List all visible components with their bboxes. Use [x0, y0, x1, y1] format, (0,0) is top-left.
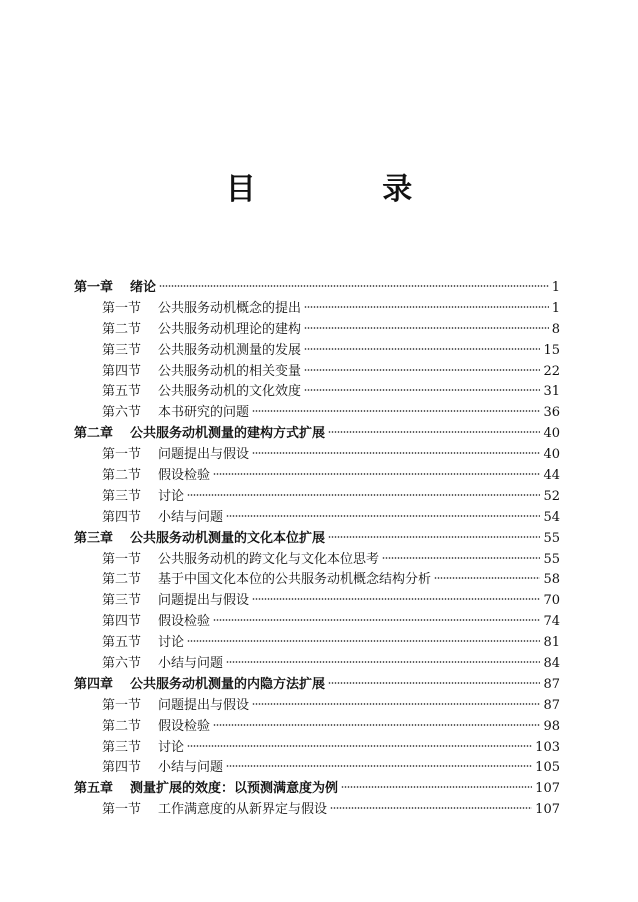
toc-section-row[interactable] [74, 738, 560, 759]
toc-entry-title: 公共服务动机测量的发展 [158, 342, 302, 358]
toc-entry-title: 基于中国文化本位的公共服务动机概念结构分析 [158, 572, 432, 588]
toc-entry-title: 小结与问题 [158, 760, 224, 776]
toc-section-row[interactable] [74, 299, 560, 320]
toc-page-number: 87 [543, 676, 560, 692]
toc-entry-label: 第一节 [102, 802, 142, 818]
toc-page-number: 84 [543, 656, 560, 672]
toc-entry-title: 公共服务动机概念的提出 [158, 300, 302, 316]
toc-entry-label: 第五节 [102, 635, 142, 651]
toc-entry-label: 第五章 [74, 781, 114, 797]
toc-chapter-row[interactable] [74, 779, 560, 800]
toc-page-number: 107 [535, 802, 560, 818]
toc-entry-title: 小结与问题 [158, 509, 224, 525]
toc-entry-label: 第四节 [102, 509, 142, 525]
toc-entry-title: 公共服务动机的跨文化与文化本位思考 [158, 551, 380, 567]
toc-entry-label: 第三节 [102, 342, 142, 358]
toc-entry-title: 公共服务动机测量的建构方式扩展 [130, 426, 326, 442]
toc-page-number: 8 [551, 321, 560, 337]
toc-entry-label: 第一节 [102, 447, 142, 463]
toc-entry-label: 第五节 [102, 384, 142, 400]
toc-section-row[interactable] [74, 717, 560, 738]
toc-page-number: 52 [543, 488, 560, 504]
dot-leader [328, 681, 540, 685]
toc-entry-label: 第一节 [102, 300, 142, 316]
toc-section-row[interactable] [74, 633, 560, 654]
toc-page-number: 55 [543, 530, 560, 546]
toc-page-number: 74 [543, 614, 560, 630]
toc-entry-title: 测量扩展的效度：以预测满意度为例 [130, 781, 339, 797]
toc-page-number: 58 [543, 572, 560, 588]
dot-leader [304, 347, 540, 351]
toc-section-row[interactable] [74, 508, 560, 529]
toc-section-row[interactable] [74, 403, 560, 424]
dot-leader [226, 764, 532, 768]
dot-leader [382, 556, 540, 560]
toc-page-number: 44 [543, 468, 560, 484]
toc-entry-label: 第三节 [102, 739, 142, 755]
toc-section-row[interactable] [74, 654, 560, 675]
toc-entry-title: 公共服务动机的文化效度 [158, 384, 302, 400]
toc-section-row[interactable] [74, 320, 560, 341]
toc-page-number: 103 [535, 739, 560, 755]
dot-leader [252, 597, 540, 601]
toc-page-number: 98 [543, 718, 560, 734]
toc-entry-title: 讨论 [158, 488, 185, 504]
toc-entry-label: 第二节 [102, 468, 142, 484]
toc-entry-label: 第三节 [102, 593, 142, 609]
toc-entry-label: 第四节 [102, 614, 142, 630]
toc-section-row[interactable] [74, 445, 560, 466]
dot-leader [304, 368, 540, 372]
table-of-contents [74, 278, 560, 821]
toc-page-number: 40 [543, 426, 560, 442]
toc-entry-title: 问题提出与假设 [158, 447, 250, 463]
toc-entry-title: 问题提出与假设 [158, 697, 250, 713]
dot-leader [330, 806, 532, 810]
dot-leader [159, 284, 549, 288]
dot-leader [187, 493, 540, 497]
toc-page-number: 107 [535, 781, 560, 797]
toc-entry-label: 第四章 [74, 676, 114, 692]
toc-entry-label: 第二节 [102, 718, 142, 734]
toc-page-number: 31 [543, 384, 560, 400]
toc-section-row[interactable] [74, 487, 560, 508]
dot-leader [252, 702, 540, 706]
toc-chapter-row[interactable] [74, 529, 560, 550]
dot-leader [226, 514, 540, 518]
toc-section-row[interactable] [74, 362, 560, 383]
toc-entry-label: 第四节 [102, 363, 142, 379]
toc-section-row[interactable] [74, 591, 560, 612]
toc-entry-title: 问题提出与假设 [158, 593, 250, 609]
dot-leader [213, 472, 540, 476]
toc-entry-title: 讨论 [158, 635, 185, 651]
dot-leader [252, 451, 540, 455]
toc-page-number: 55 [543, 551, 560, 567]
toc-entry-title: 假设检验 [158, 614, 211, 630]
toc-section-row[interactable] [74, 570, 560, 591]
toc-entry-title: 公共服务动机测量的内隐方法扩展 [130, 676, 326, 692]
toc-entry-title: 公共服务动机测量的文化本位扩展 [130, 530, 326, 546]
dot-leader [187, 744, 532, 748]
toc-entry-label: 第二节 [102, 321, 142, 337]
dot-leader [304, 326, 549, 330]
dot-leader [304, 388, 540, 392]
dot-leader [328, 430, 540, 434]
dot-leader [213, 723, 540, 727]
dot-leader [187, 639, 540, 643]
toc-entry-label: 第六节 [102, 656, 142, 672]
toc-page-number: 81 [543, 635, 560, 651]
dot-leader [341, 785, 532, 789]
toc-entry-title: 公共服务动机的相关变量 [158, 363, 302, 379]
toc-entry-title: 假设检验 [158, 468, 211, 484]
dot-leader [252, 409, 540, 413]
toc-page-number: 40 [543, 447, 560, 463]
toc-page-number: 15 [543, 342, 560, 358]
toc-chapter-row[interactable] [74, 278, 560, 299]
toc-section-row[interactable] [74, 758, 560, 779]
toc-entry-title: 公共服务动机理论的建构 [158, 321, 302, 337]
toc-entry-title: 绪论 [130, 280, 157, 295]
toc-page-number: 36 [543, 405, 560, 421]
toc-section-row[interactable] [74, 382, 560, 403]
toc-section-row[interactable] [74, 466, 560, 487]
toc-page-number: 87 [543, 697, 560, 713]
toc-chapter-row[interactable] [74, 424, 560, 445]
toc-page-number: 1 [551, 280, 560, 295]
toc-page-number: 1 [551, 300, 560, 316]
dot-leader [226, 660, 540, 664]
page-title: 目 录 [225, 172, 471, 207]
toc-section-row[interactable] [74, 550, 560, 571]
toc-entry-label: 第二节 [102, 572, 142, 588]
toc-section-row[interactable] [74, 800, 560, 821]
toc-entry-title: 讨论 [158, 739, 185, 755]
dot-leader [213, 618, 540, 622]
toc-page-number: 22 [543, 363, 560, 379]
toc-entry-title: 假设检验 [158, 718, 211, 734]
toc-entry-label: 第一节 [102, 697, 142, 713]
toc-entry-title: 工作满意度的从新界定与假设 [158, 802, 328, 818]
toc-entry-label: 第六节 [102, 405, 142, 421]
toc-entry-label: 第四节 [102, 760, 142, 776]
toc-entry-label: 第三节 [102, 488, 142, 504]
dot-leader [434, 576, 540, 580]
toc-section-row[interactable] [74, 696, 560, 717]
toc-section-row[interactable] [74, 341, 560, 362]
toc-entry-label: 第三章 [74, 530, 114, 546]
toc-section-row[interactable] [74, 612, 560, 633]
toc-entry-title: 小结与问题 [158, 656, 224, 672]
toc-page-number: 70 [543, 593, 560, 609]
toc-entry-label: 第一章 [74, 280, 114, 295]
dot-leader [304, 305, 549, 309]
dot-leader [328, 535, 540, 539]
toc-page-number: 105 [535, 760, 560, 776]
toc-entry-label: 第二章 [74, 426, 114, 442]
toc-entry-title: 本书研究的问题 [158, 405, 250, 421]
toc-chapter-row[interactable] [74, 675, 560, 696]
toc-entry-label: 第一节 [102, 551, 142, 567]
toc-page-number: 54 [543, 509, 560, 525]
